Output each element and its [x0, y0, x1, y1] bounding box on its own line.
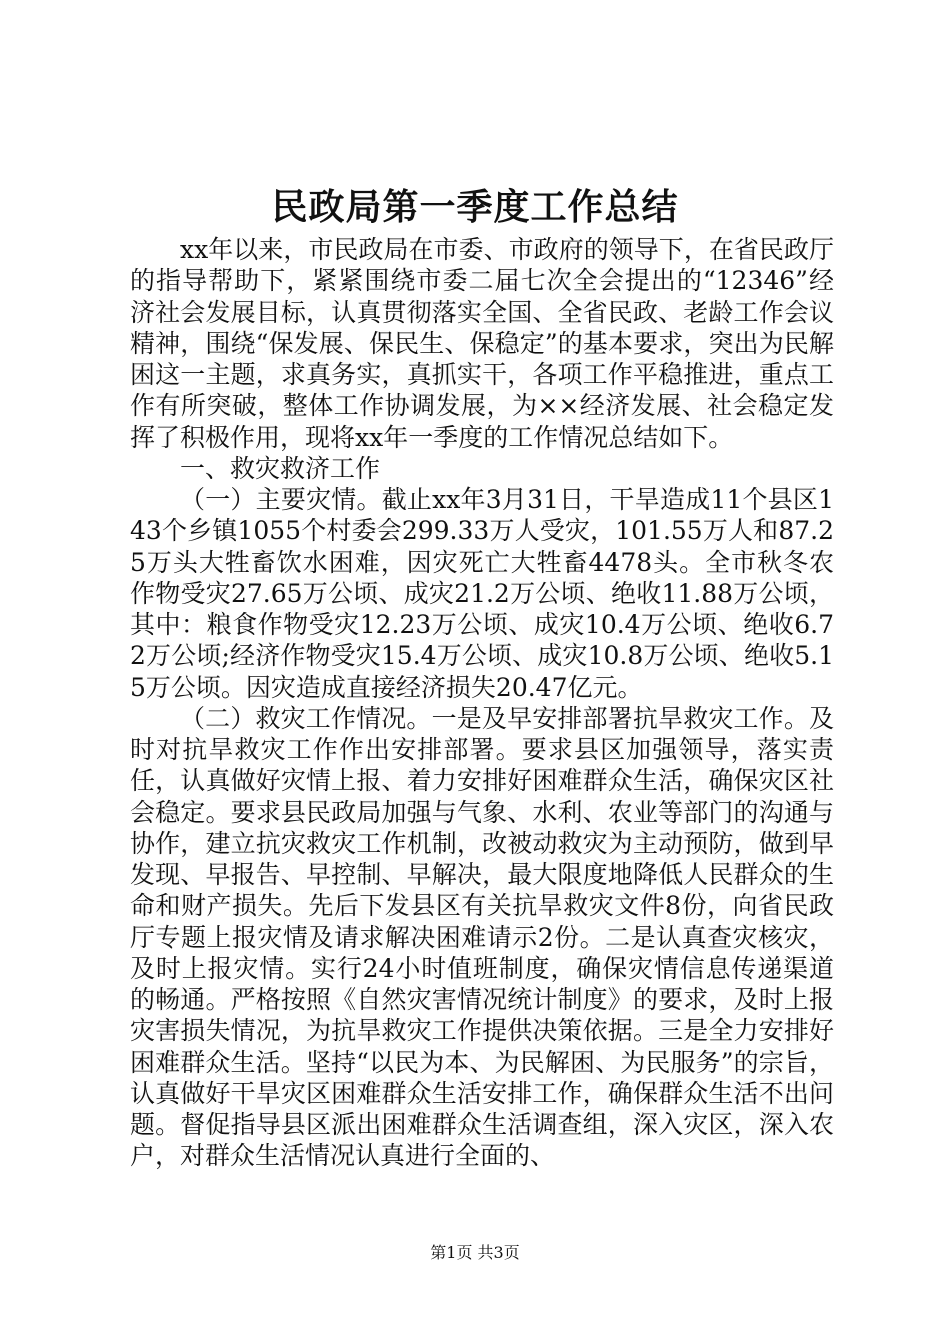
relief-work-paragraph: （二）救灾工作情况。一是及早安排部署抗旱救灾工作。及时对抗旱救灾工作作出安排部署。要求县区加强领导，落实责任，认真做好灾情上报、着力安排好困难群众生活，确保灾区社会稳定。要求县民政局加强与气象、水利、农业等部门的沟通与协作，建立抗灾救灾工作机制，改被动救灾为主动预防，做到早发现、早报告、早控制、早解决，最大限度地降低人民群众的生命和财产损失。先后下发县区有关抗旱救灾文件8份，向省民政厅专题上报灾情及请求解决困难请示2份。二是认真查灾核灾，及时上报灾情。实行24小时值班制度，确保灾情信息传递渠道的畅通。严格按照《自然灾害情况统计制度》的要求，及时上报灾害损失情况，为抗旱救灾工作提供决策依据。三是全力安排好困难群众生活。坚持“以民为本、为民解困、为民服务”的宗旨，认真做好干旱灾区困难群众生活安排工作，确保群众生活不出问题。督促指导县区派出困难群众生活调查组，深入灾区，深入农户，对群众生活情况认真进行全面的、 [130, 703, 834, 1171]
page-footer: 第1页 共3页 [430, 1243, 520, 1262]
disaster-situation-paragraph: （一）主要灾情。截止xx年3月31日，干旱造成11个县区143个乡镇1055个村委会299.33万人受灾，101.55万人和87.25万头大牲畜饮水困难，因灾死亡大牲畜4478头。全市秋冬农作物受灾27.65万公顷、成灾21.2万公顷、绝收11.88万公顷，其中：粮食作物受灾12.23万公顷、成灾10.4万公顷、绝收6.72万公顷;经济作物受灾15.4万公顷、成灾10.8万公顷、绝收5.15万公顷。因灾造成直接经济损失20.47亿元。 [130, 485, 834, 702]
section-heading: 一、救灾救济工作 [180, 453, 381, 483]
document-title: 民政局第一季度工作总结 [271, 187, 679, 228]
intro-paragraph: xx年以来，市民政局在市委、市政府的领导下，在省民政厅的指导帮助下，紧紧围绕市委二届七次全会提出的“12346”经济社会发展目标，认真贯彻落实全国、全省民政、老龄工作会议精神，围绕“保发展、保民生、保稳定”的基本要求，突出为民解困这一主题，求真务实，真抓实干，各项工作平稳推进，重点工作有所突破，整体工作协调发展，为××经济发展、社会稳定发挥了积极作用，现将xx年一季度的工作情况总结如下。 [130, 235, 834, 452]
document-body [130, 234, 834, 1172]
